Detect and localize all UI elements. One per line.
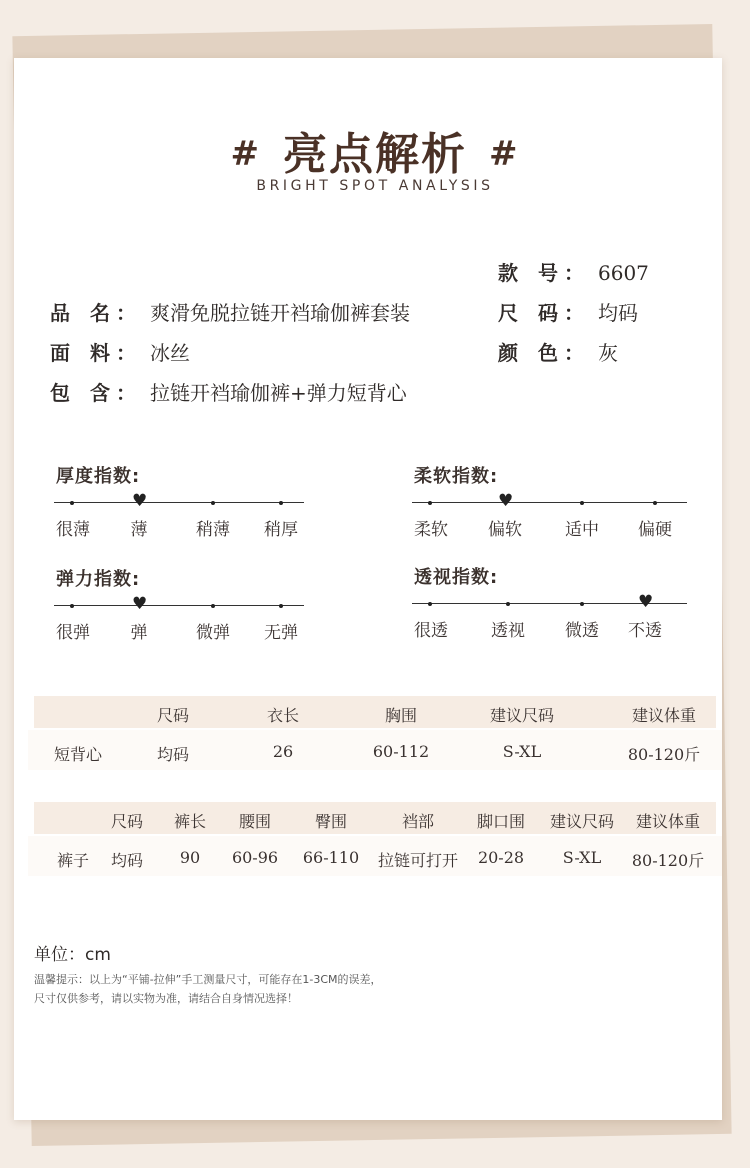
table-cell: S-XL — [502, 742, 542, 761]
scale-dot — [211, 604, 215, 608]
scale-dot — [279, 501, 283, 505]
table-cell: 拉链可打开 — [377, 851, 459, 870]
index-level-label: 稍厚 — [264, 520, 298, 540]
table-cell: 均码 — [156, 745, 190, 764]
info-style-no — [498, 257, 649, 286]
table-cell: 20-28 — [477, 848, 525, 867]
table-cell: 裤子 — [56, 851, 90, 870]
info-size-value: 均码 — [598, 301, 638, 325]
title-hash-left: # — [230, 134, 261, 174]
index-title: 厚度指数: — [56, 466, 141, 487]
info-style-no-label: 款 号 — [498, 261, 558, 285]
table-header-cell: 建议尺码 — [549, 812, 615, 831]
info-name — [50, 297, 410, 326]
table-header-cell: 建议体重 — [631, 706, 697, 725]
table-cell: S-XL — [562, 848, 602, 867]
scale-dot — [653, 501, 657, 505]
table-cell: 80-120斤 — [631, 851, 705, 870]
scale-dot — [279, 604, 283, 608]
scale-dot — [580, 501, 584, 505]
index-level-label: 偏软 — [488, 520, 522, 540]
info-fabric-label: 面 料 — [50, 341, 110, 365]
index-scale-line — [54, 605, 304, 606]
table-cell: 60-112 — [372, 742, 430, 761]
info-fabric — [50, 337, 190, 366]
table-header-cell: 裆部 — [401, 812, 435, 831]
table-header-cell: 衣长 — [266, 706, 300, 725]
heart-icon: ♥ — [132, 594, 148, 614]
index-title: 弹力指数: — [56, 569, 141, 590]
table-header-cell: 裤长 — [173, 812, 207, 831]
info-includes — [50, 377, 407, 406]
colon: ： — [116, 341, 136, 365]
info-size — [498, 297, 638, 326]
info-style-no-value: 6607 — [598, 261, 649, 285]
title-text: 亮点解析 — [283, 129, 467, 180]
info-includes-label: 包 含 — [50, 381, 110, 405]
index-level-label: 透视 — [491, 621, 525, 641]
info-fabric-value: 冰丝 — [150, 341, 190, 365]
table-header-cell: 腰围 — [238, 812, 272, 831]
scale-dot — [70, 501, 74, 505]
table-header-cell: 尺码 — [156, 706, 190, 725]
index-level-label: 微透 — [565, 621, 599, 641]
table-header-cell: 脚口围 — [476, 812, 526, 831]
scale-dot — [70, 604, 74, 608]
table-cell: 均码 — [110, 851, 144, 870]
colon: ： — [116, 381, 136, 405]
index-level-label: 柔软 — [414, 520, 448, 540]
heart-icon: ♥ — [638, 592, 654, 612]
table-header-cell: 尺码 — [110, 812, 144, 831]
index-level-label: 适中 — [565, 520, 599, 540]
info-color — [498, 337, 618, 366]
tip-line-2: 尺寸仅供参考，请以实物为准，请结合自身情况选择！ — [34, 992, 298, 1005]
index-title: 柔软指数: — [414, 466, 499, 487]
info-name-value: 爽滑免脱拉链开裆瑜伽裤套装 — [150, 301, 410, 325]
index-level-label: 薄 — [130, 520, 148, 540]
heart-icon: ♥ — [132, 491, 148, 511]
info-color-label: 颜 色 — [498, 341, 558, 365]
table-header-cell: 臀围 — [314, 812, 348, 831]
scale-dot — [211, 501, 215, 505]
colon: ： — [564, 341, 584, 365]
table-header-cell: 胸围 — [384, 706, 418, 725]
scale-dot — [506, 602, 510, 606]
colon: ： — [564, 261, 584, 285]
scale-dot — [428, 602, 432, 606]
table-cell: 66-110 — [302, 848, 360, 867]
index-level-label: 无弹 — [264, 623, 298, 643]
table-cell: 80-120斤 — [627, 745, 701, 764]
info-size-label: 尺 码 — [498, 301, 558, 325]
index-scale-line — [412, 502, 687, 503]
colon: ： — [564, 301, 584, 325]
info-includes-value: 拉链开裆瑜伽裤+弹力短背心 — [150, 381, 407, 405]
table-header-cell: 建议体重 — [635, 812, 701, 831]
colon: ： — [116, 301, 136, 325]
heart-icon: ♥ — [498, 491, 514, 511]
index-level-label: 稍薄 — [196, 520, 230, 540]
unit-note: 单位：cm — [34, 945, 111, 965]
index-level-label: 很薄 — [56, 520, 90, 540]
page-subtitle: BRIGHT SPOT ANALYSIS — [256, 178, 494, 194]
index-scale-line — [54, 502, 304, 503]
info-name-label: 品 名 — [50, 301, 110, 325]
table-cell: 90 — [179, 848, 201, 867]
table-cell: 60-96 — [231, 848, 279, 867]
vest-table-header-band — [34, 696, 716, 728]
index-level-label: 弹 — [130, 623, 148, 643]
scale-dot — [428, 501, 432, 505]
table-header-cell: 建议尺码 — [489, 706, 555, 725]
page-title — [0, 118, 750, 182]
index-level-label: 微弹 — [196, 623, 230, 643]
info-color-value: 灰 — [598, 341, 618, 365]
index-level-label: 很弹 — [56, 623, 90, 643]
table-cell: 26 — [272, 742, 294, 761]
index-level-label: 不透 — [628, 621, 662, 641]
scale-dot — [580, 602, 584, 606]
index-level-label: 偏硬 — [638, 520, 672, 540]
tip-line-1: 温馨提示：以上为“平铺-拉伸”手工测量尺寸，可能存在1-3CM的误差， — [34, 973, 382, 986]
index-title: 透视指数: — [414, 567, 499, 588]
table-cell: 短背心 — [53, 745, 103, 764]
index-level-label: 很透 — [414, 621, 448, 641]
title-hash-right: # — [489, 134, 520, 174]
